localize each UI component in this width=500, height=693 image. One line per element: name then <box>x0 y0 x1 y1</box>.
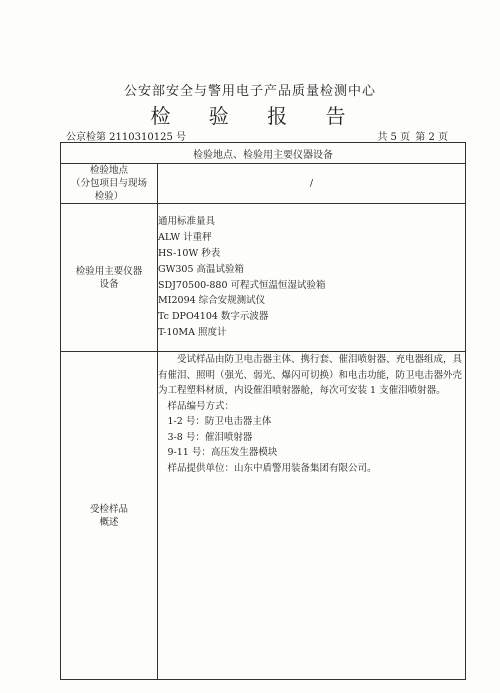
equipment-item: SDJ70500-880 可程式恒温恒湿试验箱 <box>158 279 326 291</box>
numbering-item: 3-8 号：催泪喷射器 <box>167 431 253 443</box>
numbering-item: 1-2 号：防卫电击器主体 <box>167 416 272 427</box>
equipment-item: ALW 计重秤 <box>158 232 212 244</box>
equipment-item: HS-10W 秒表 <box>158 247 221 259</box>
page-indicator <box>375 128 448 143</box>
site-label <box>61 164 158 204</box>
sample-label <box>61 352 158 680</box>
equipment-list <box>158 204 466 352</box>
numbering-item: 9-11 号：高压发生器模块 <box>167 447 278 458</box>
site-label-line2: （分包项目与现场 <box>70 178 147 189</box>
equipment-item: Tc DPO4104 数字示波器 <box>158 311 269 323</box>
site-label-line1: 检验地点 <box>89 165 128 176</box>
equipment-label-line2: 设备 <box>99 278 119 290</box>
sample-label-line1: 受检样品 <box>89 503 128 515</box>
equipment-item: MI2094 综合安规测试仪 <box>158 295 266 307</box>
equipment-label <box>61 204 158 352</box>
equipment-item: GW305 高温试验箱 <box>158 263 245 275</box>
numbering-title: 样品编号方式： <box>167 400 235 412</box>
sample-overview <box>158 352 466 680</box>
section-title: 检验地点、检验用主要仪器设备 <box>61 143 466 164</box>
organization-name: 公安部安全与警用电子产品质量检测中心 <box>123 84 376 99</box>
page-current: 第 2 页 <box>415 132 448 143</box>
inspection-table <box>60 142 466 680</box>
site-label-line3: 检验） <box>94 191 124 202</box>
equipment-item: 通用标准量具 <box>158 216 216 228</box>
page-total: 共 5 页 <box>377 132 411 143</box>
report-number: 公京检第 2110310125 号 <box>66 132 186 143</box>
report-title: 检 验 报 告 <box>150 104 362 128</box>
site-value: / <box>158 164 466 204</box>
sample-supplier: 样品提供单位：山东中盾警用装备集团有限公司。 <box>167 462 377 474</box>
equipment-item: T-10MA 照度计 <box>158 326 227 338</box>
sample-description: 受试样品由防卫电击器主体、携行套、催泪喷射器、充电器组成，具有催泪、照明（强光、弱光、爆闪可切换）和电击功能，防卫电击器外壳为工程塑料材质，内设催泪喷射器舱，每次可安装 1 支催泪喷射器。 <box>158 354 463 396</box>
sample-label-line2: 概述 <box>99 516 119 528</box>
equipment-label-line1: 检验用主要仪器 <box>75 265 143 277</box>
